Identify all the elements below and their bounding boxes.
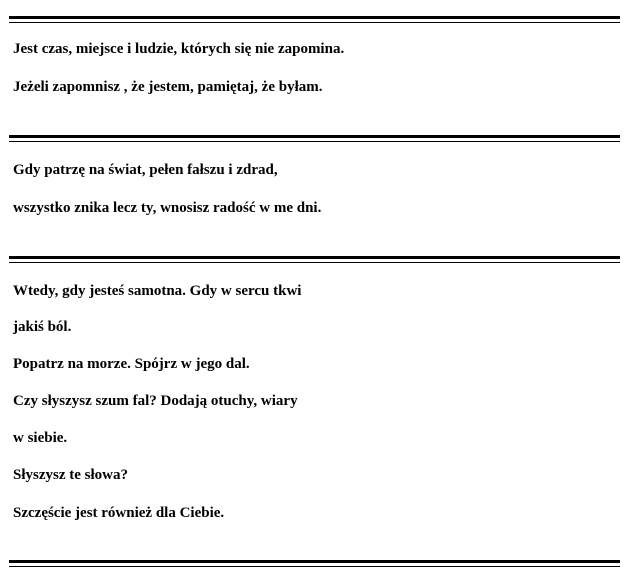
divider <box>9 256 620 263</box>
poem-line: Popatrz na morze. Spójrz w jego dal. <box>13 356 250 372</box>
poem-line: Jeżeli zapomnisz , że jestem, pamiętaj, że byłam. <box>13 79 323 95</box>
poem-line: Wtedy, gdy jesteś samotna. Gdy w sercu tkwi <box>13 283 302 299</box>
poem-line: wszystko znika lecz ty, wnosisz radość w me dni. <box>13 200 322 216</box>
poem-line: Słyszysz te słowa? <box>13 467 128 483</box>
poem-line: Szczęście jest również dla Ciebie. <box>13 505 225 521</box>
poem-line: Jest czas, miejsce i ludzie, których się nie zapomina. <box>13 41 345 57</box>
poem-line: w siebie. <box>13 430 68 446</box>
divider-top <box>9 16 620 23</box>
divider-bottom <box>9 560 620 567</box>
poem-line: jakiś ból. <box>13 319 72 335</box>
poem-line: Czy słyszysz szum fal? Dodają otuchy, wiary <box>13 393 298 409</box>
divider <box>9 135 620 142</box>
poem-line: Gdy patrzę na świat, pełen fałszu i zdrad, <box>13 162 278 178</box>
